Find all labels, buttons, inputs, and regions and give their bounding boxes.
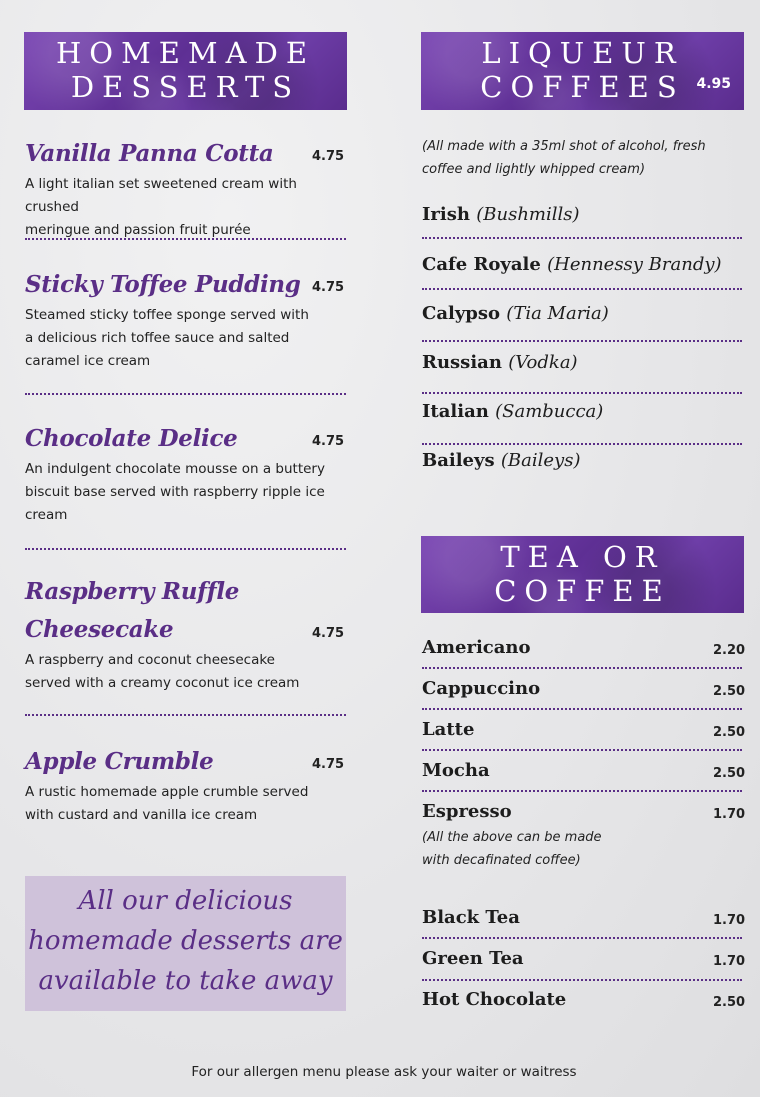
dotted-divider xyxy=(25,548,346,550)
dessert-name: Sticky Toffee Pudding xyxy=(25,271,301,298)
dotted-divider xyxy=(422,443,742,445)
liqueur-price: 4.95 xyxy=(696,76,731,92)
takeaway-promo-box xyxy=(25,876,346,1011)
dessert-item-chocolate-delice xyxy=(25,420,347,527)
tea-item-green-tea: Green Tea xyxy=(422,948,524,969)
dessert-description: Steamed sticky toffee sponge served with a delicious rich toffee sauce and salted caramel ice cream xyxy=(25,307,309,369)
promo-line: homemade desserts are xyxy=(28,926,343,956)
liqueur-coffees-banner xyxy=(421,32,744,110)
dessert-item-panna-cotta xyxy=(25,135,347,242)
coffee-price: 2.50 xyxy=(713,725,746,740)
dessert-name: Vanilla Panna Cotta xyxy=(25,140,274,167)
liqueur-item-russian: Russian (Vodka) xyxy=(422,352,578,373)
dessert-name-line2: Cheesecake xyxy=(25,616,174,643)
dessert-description: An indulgent chocolate mousse on a buttery biscuit base served with raspberry ripple ice cream xyxy=(25,461,325,523)
dessert-price: 4.75 xyxy=(312,280,345,295)
liqueur-title-line2: COFFEES xyxy=(480,70,685,104)
liqueur-item-baileys: Baileys (Baileys) xyxy=(422,450,581,471)
liqueur-title-line1: LIQUEUR xyxy=(481,36,684,70)
tea-or-coffee-banner xyxy=(421,536,744,613)
liqueur-item-cafe-royale: Cafe Royale (Hennessy Brandy) xyxy=(422,254,722,275)
tea-item-black-tea: Black Tea xyxy=(422,907,520,928)
liqueur-item-calypso: Calypso (Tia Maria) xyxy=(422,303,609,324)
coffee-item-mocha: Mocha xyxy=(422,760,490,781)
dotted-divider xyxy=(422,288,742,290)
liqueur-item-irish: Irish (Bushmills) xyxy=(422,204,580,225)
dotted-divider xyxy=(422,667,742,669)
tea-title-line2: COFFEE xyxy=(494,574,671,608)
decaf-note: (All the above can be made with decafinated coffee) xyxy=(422,830,602,868)
dessert-price: 4.75 xyxy=(312,434,345,449)
dessert-price: 4.75 xyxy=(312,626,345,641)
coffee-item-espresso: Espresso xyxy=(422,801,512,822)
dotted-divider xyxy=(422,340,742,342)
dessert-price: 4.75 xyxy=(312,149,345,164)
dessert-description: A rustic homemade apple crumble served with custard and vanilla ice cream xyxy=(25,784,309,823)
allergen-footer-note: For our allergen menu please ask your waiter or waitress xyxy=(191,1064,577,1080)
coffee-item-cappuccino: Cappuccino xyxy=(422,678,541,699)
coffee-item-latte: Latte xyxy=(422,719,475,740)
dessert-item-sticky-toffee xyxy=(25,266,347,373)
dessert-item-raspberry-cheesecake xyxy=(25,573,347,695)
dessert-name: Chocolate Delice xyxy=(25,425,238,452)
coffee-price: 2.50 xyxy=(713,684,746,699)
dotted-divider xyxy=(422,790,742,792)
dotted-divider xyxy=(422,392,742,394)
dotted-divider xyxy=(25,714,346,716)
dotted-divider xyxy=(422,237,742,239)
dotted-divider xyxy=(422,749,742,751)
coffee-price: 2.20 xyxy=(713,643,746,658)
tea-price: 2.50 xyxy=(713,995,746,1010)
dessert-item-apple-crumble xyxy=(25,743,347,827)
dessert-description: A raspberry and coconut cheesecake served with a creamy coconut ice cream xyxy=(25,652,300,691)
desserts-title-line1: HOMEMADE xyxy=(56,36,315,70)
promo-line: All our delicious xyxy=(78,886,293,916)
dotted-divider xyxy=(422,708,742,710)
promo-line: available to take away xyxy=(38,966,333,996)
dessert-description: A light italian set sweetened cream with crushed meringue and passion fruit purée xyxy=(25,176,297,238)
dessert-name-line1: Raspberry Ruffle xyxy=(25,578,240,605)
tea-title-line1: TEA OR xyxy=(500,540,665,574)
desserts-title-line2: DESSERTS xyxy=(70,70,301,104)
liqueur-item-italian: Italian (Sambucca) xyxy=(422,401,604,422)
desserts-banner xyxy=(24,32,347,110)
tea-item-hot-chocolate: Hot Chocolate xyxy=(422,989,567,1010)
tea-price: 1.70 xyxy=(713,954,746,969)
dessert-price: 4.75 xyxy=(312,757,345,772)
coffee-price: 1.70 xyxy=(713,807,746,822)
dotted-divider xyxy=(25,393,346,395)
dotted-divider xyxy=(422,937,742,939)
coffee-price: 2.50 xyxy=(713,766,746,781)
dessert-name: Apple Crumble xyxy=(25,748,214,775)
coffee-item-americano: Americano xyxy=(422,637,531,658)
tea-price: 1.70 xyxy=(713,913,746,928)
dotted-divider xyxy=(25,238,346,240)
liqueur-note: (All made with a 35ml shot of alcohol, fresh coffee and lightly whipped cream) xyxy=(422,139,706,177)
dotted-divider xyxy=(422,979,742,981)
